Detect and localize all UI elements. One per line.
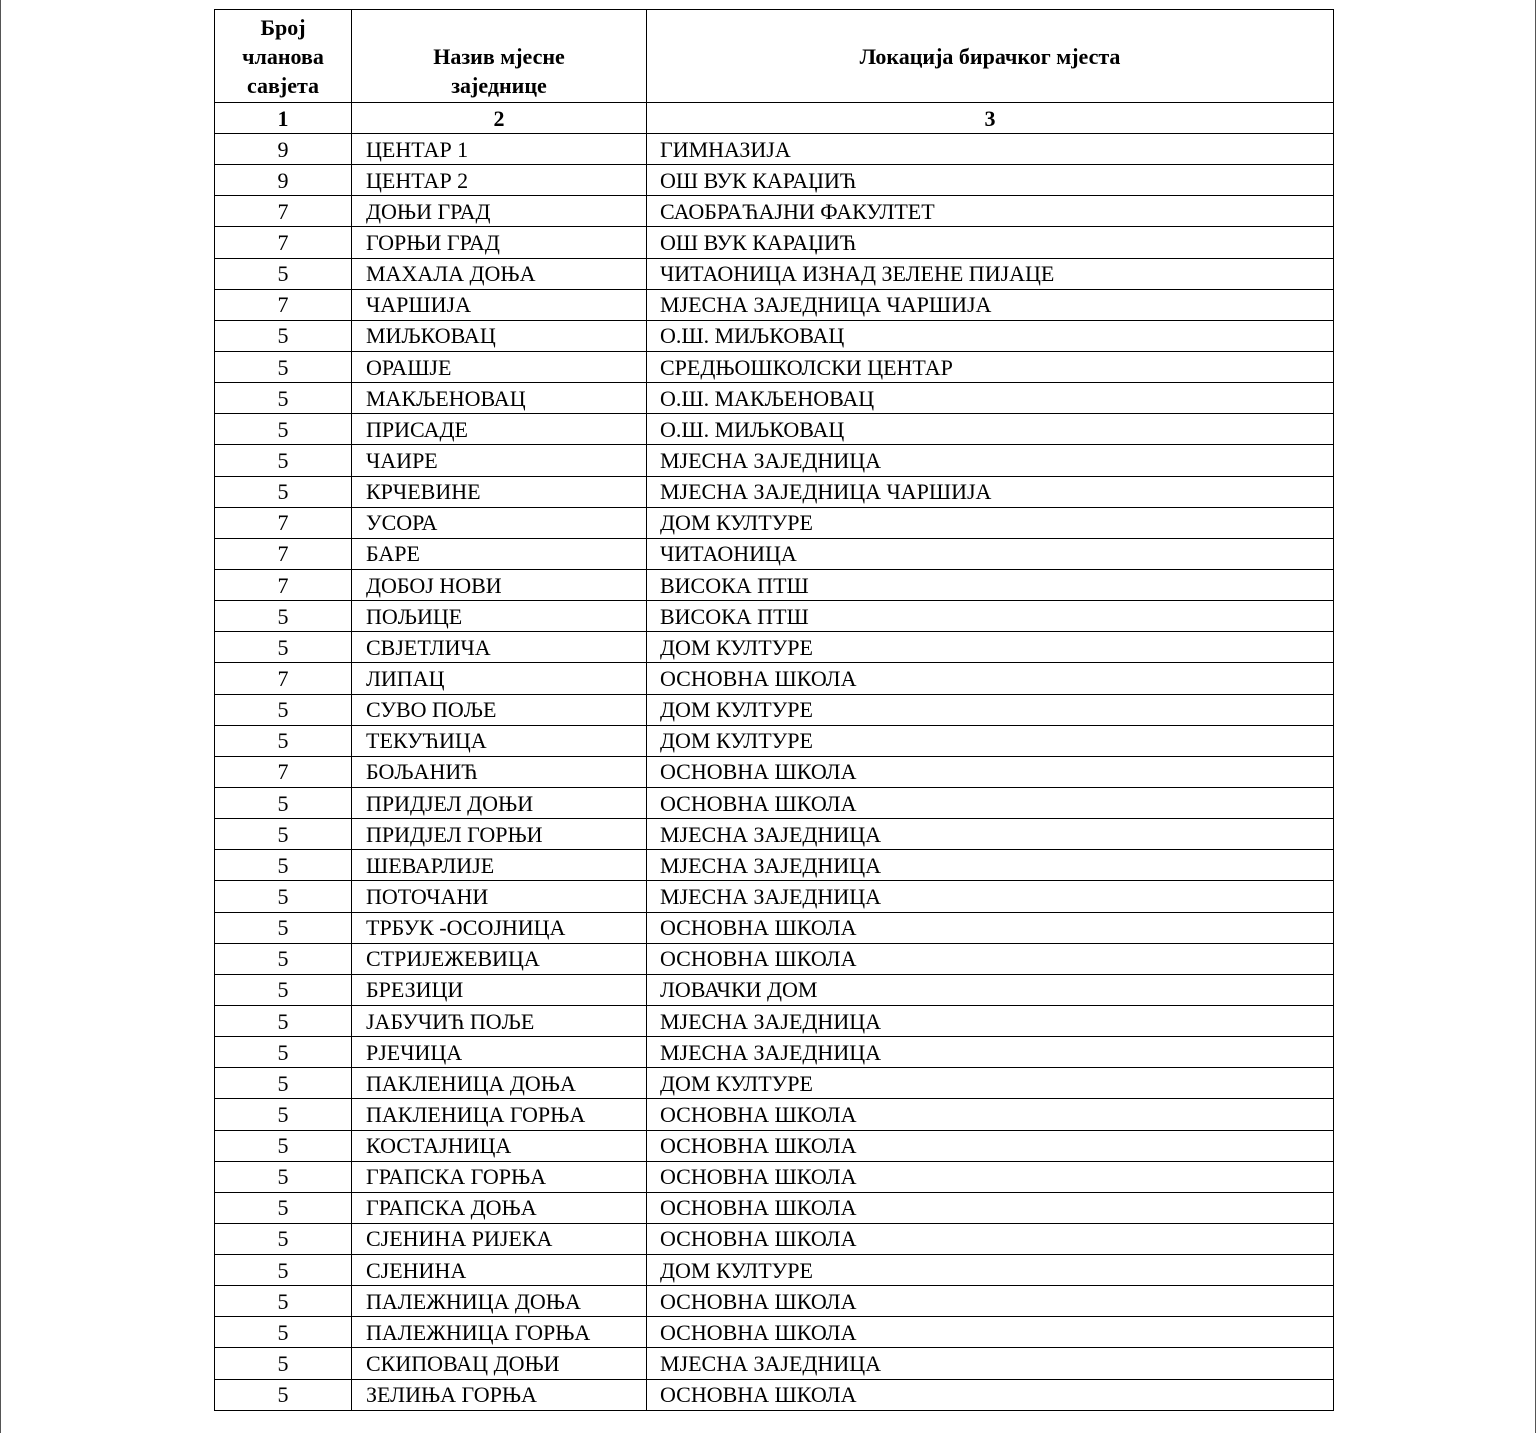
location-cell: ОСНОВНА ШКОЛА [647, 1192, 1334, 1223]
community-cell: ЧАИРЕ [352, 445, 647, 476]
members-cell: 7 [215, 663, 352, 694]
table-row [215, 1037, 1334, 1068]
members-cell: 5 [215, 1379, 352, 1410]
table-row [215, 1130, 1334, 1161]
community-cell: ГРАПСКА ГОРЊА [352, 1161, 647, 1192]
location-cell: ОСНОВНА ШКОЛА [647, 1161, 1334, 1192]
members-cell: 7 [215, 227, 352, 258]
community-cell: ПОЉИЦЕ [352, 601, 647, 632]
location-cell: ДОМ КУЛТУРЕ [647, 694, 1334, 725]
location-cell: О.Ш. МИЉКОВАЦ [647, 414, 1334, 445]
table-row [215, 1161, 1334, 1192]
members-cell: 5 [215, 725, 352, 756]
community-cell: СВЈЕТЛИЧА [352, 632, 647, 663]
members-cell: 5 [215, 1161, 352, 1192]
table-row [215, 289, 1334, 320]
location-cell: ВИСОКА ПТШ [647, 601, 1334, 632]
header-location [647, 10, 1334, 103]
location-cell: ДОМ КУЛТУРЕ [647, 1255, 1334, 1286]
members-cell: 5 [215, 1192, 352, 1223]
table-row [215, 1286, 1334, 1317]
community-cell: ПРИСАДЕ [352, 414, 647, 445]
location-cell: ЧИТАОНИЦА [647, 538, 1334, 569]
column-number: 2 [352, 103, 647, 134]
members-cell: 5 [215, 787, 352, 818]
header-community-line: Назив мјесне [433, 43, 565, 69]
location-cell: ВИСОКА ПТШ [647, 569, 1334, 600]
community-cell: СТРИЈЕЖЕВИЦА [352, 943, 647, 974]
table-row [215, 694, 1334, 725]
location-cell: ОСНОВНА ШКОЛА [647, 1099, 1334, 1130]
members-cell: 5 [215, 1286, 352, 1317]
members-cell: 5 [215, 258, 352, 289]
community-cell: ПАКЛЕНИЦА ГОРЊА [352, 1099, 647, 1130]
table-row [215, 725, 1334, 756]
header-community [352, 10, 647, 103]
members-cell: 5 [215, 1068, 352, 1099]
community-cell: БАРЕ [352, 538, 647, 569]
table-row [215, 383, 1334, 414]
members-cell: 5 [215, 850, 352, 881]
header-members-line: Број [260, 14, 306, 40]
header-members-line: чланова [242, 43, 324, 69]
location-cell: О.Ш. МАКЉЕНОВАЦ [647, 383, 1334, 414]
community-cell: УСОРА [352, 507, 647, 538]
community-cell: СУВО ПОЉЕ [352, 694, 647, 725]
community-cell: МАХАЛА ДОЊА [352, 258, 647, 289]
members-cell: 7 [215, 507, 352, 538]
table-row [215, 601, 1334, 632]
column-number-row [215, 103, 1334, 134]
location-cell: ОСНОВНА ШКОЛА [647, 1286, 1334, 1317]
community-cell: ЦЕНТАР 1 [352, 134, 647, 165]
table-row [215, 1005, 1334, 1036]
table-row [215, 1317, 1334, 1348]
members-cell: 5 [215, 1005, 352, 1036]
members-cell: 5 [215, 1099, 352, 1130]
members-cell: 9 [215, 165, 352, 196]
community-cell: ЈАБУЧИЋ ПОЉЕ [352, 1005, 647, 1036]
location-cell: МЈЕСНА ЗАЈЕДНИЦА ЧАРШИЈА [647, 476, 1334, 507]
table-row [215, 414, 1334, 445]
table-row [215, 912, 1334, 943]
header-row [215, 10, 1334, 103]
members-cell: 7 [215, 756, 352, 787]
location-cell: ЛОВАЧКИ ДОМ [647, 974, 1334, 1005]
location-cell: ДОМ КУЛТУРЕ [647, 1068, 1334, 1099]
location-cell: МЈЕСНА ЗАЈЕДНИЦА [647, 881, 1334, 912]
members-cell: 5 [215, 1255, 352, 1286]
column-number: 3 [647, 103, 1334, 134]
community-cell: БРЕЗИЦИ [352, 974, 647, 1005]
table-row [215, 632, 1334, 663]
page-edge-left [0, 0, 1, 1433]
table-row [215, 819, 1334, 850]
community-cell: ЧАРШИЈА [352, 289, 647, 320]
community-cell: ПРИДЈЕЛ ДОЊИ [352, 787, 647, 818]
table-row [215, 196, 1334, 227]
table-header [215, 10, 1334, 103]
location-cell: ЧИТАОНИЦА ИЗНАД ЗЕЛЕНЕ ПИЈАЦЕ [647, 258, 1334, 289]
table-row [215, 569, 1334, 600]
members-cell: 5 [215, 1348, 352, 1379]
members-cell: 5 [215, 632, 352, 663]
community-cell: СЈЕНИНА РИЈЕКА [352, 1223, 647, 1254]
location-cell: ОСНОВНА ШКОЛА [647, 787, 1334, 818]
community-cell: ШЕВАРЛИЈЕ [352, 850, 647, 881]
community-cell: СЈЕНИНА [352, 1255, 647, 1286]
community-cell: ПРИДЈЕЛ ГОРЊИ [352, 819, 647, 850]
community-cell: ПАЛЕЖНИЦА ГОРЊА [352, 1317, 647, 1348]
members-cell: 7 [215, 196, 352, 227]
location-cell: ОШ ВУК КАРАЏИЋ [647, 165, 1334, 196]
community-cell: ОРАШЈЕ [352, 351, 647, 382]
members-cell: 5 [215, 414, 352, 445]
community-cell: ГРАПСКА ДОЊА [352, 1192, 647, 1223]
location-cell: ОСНОВНА ШКОЛА [647, 1317, 1334, 1348]
community-cell: ГОРЊИ ГРАД [352, 227, 647, 258]
table-row [215, 663, 1334, 694]
location-cell: ОСНОВНА ШКОЛА [647, 1379, 1334, 1410]
location-cell: СРЕДЊОШКОЛСКИ ЦЕНТАР [647, 351, 1334, 382]
table-row [215, 787, 1334, 818]
community-cell: РЈЕЧИЦА [352, 1037, 647, 1068]
table-row [215, 320, 1334, 351]
community-cell: МИЉКОВАЦ [352, 320, 647, 351]
location-cell: ОСНОВНА ШКОЛА [647, 1223, 1334, 1254]
members-cell: 5 [215, 694, 352, 725]
community-cell: ЛИПАЦ [352, 663, 647, 694]
location-cell: МЈЕСНА ЗАЈЕДНИЦА [647, 445, 1334, 476]
members-cell: 9 [215, 134, 352, 165]
table-row [215, 227, 1334, 258]
table-row [215, 507, 1334, 538]
table-row [215, 1379, 1334, 1410]
location-cell: О.Ш. МИЉКОВАЦ [647, 320, 1334, 351]
community-cell: ПОТОЧАНИ [352, 881, 647, 912]
location-cell: ГИМНАЗИЈА [647, 134, 1334, 165]
location-cell: ОСНОВНА ШКОЛА [647, 1130, 1334, 1161]
community-cell: ЦЕНТАР 2 [352, 165, 647, 196]
community-cell: ТЕКУЋИЦА [352, 725, 647, 756]
location-cell: ОСНОВНА ШКОЛА [647, 756, 1334, 787]
location-cell: ОСНОВНА ШКОЛА [647, 943, 1334, 974]
header-community-line: заједнице [451, 72, 547, 98]
table-row [215, 1099, 1334, 1130]
table-row [215, 476, 1334, 507]
members-cell: 5 [215, 1317, 352, 1348]
location-cell: МЈЕСНА ЗАЈЕДНИЦА [647, 819, 1334, 850]
table-row [215, 1223, 1334, 1254]
location-cell: ДОМ КУЛТУРЕ [647, 507, 1334, 538]
community-cell: КОСТАЈНИЦА [352, 1130, 647, 1161]
members-cell: 7 [215, 289, 352, 320]
members-cell: 5 [215, 881, 352, 912]
members-cell: 5 [215, 819, 352, 850]
members-cell: 5 [215, 1037, 352, 1068]
column-number: 1 [215, 103, 352, 134]
community-cell: КРЧЕВИНЕ [352, 476, 647, 507]
location-cell: ОШ ВУК КАРАЏИЋ [647, 227, 1334, 258]
location-cell: МЈЕСНА ЗАЈЕДНИЦА [647, 1037, 1334, 1068]
members-cell: 5 [215, 351, 352, 382]
members-cell: 5 [215, 476, 352, 507]
header-members-line: савјета [246, 72, 320, 98]
members-cell: 5 [215, 1130, 352, 1161]
location-cell: МЈЕСНА ЗАЈЕДНИЦА [647, 850, 1334, 881]
members-cell: 5 [215, 383, 352, 414]
table-row [215, 165, 1334, 196]
table-row [215, 974, 1334, 1005]
location-cell: ДОМ КУЛТУРЕ [647, 725, 1334, 756]
community-cell: ТРБУК -ОСОЈНИЦА [352, 912, 647, 943]
location-cell: ОСНОВНА ШКОЛА [647, 663, 1334, 694]
members-cell: 5 [215, 445, 352, 476]
members-cell: 5 [215, 601, 352, 632]
table-row [215, 1255, 1334, 1286]
community-cell: ПАКЛЕНИЦА ДОЊА [352, 1068, 647, 1099]
table-row [215, 1068, 1334, 1099]
table-row [215, 850, 1334, 881]
members-cell: 7 [215, 538, 352, 569]
location-cell: МЈЕСНА ЗАЈЕДНИЦА [647, 1005, 1334, 1036]
location-cell: САОБРАЋАЈНИ ФАКУЛТЕТ [647, 196, 1334, 227]
community-cell: ДОБОЈ НОВИ [352, 569, 647, 600]
table-row [215, 943, 1334, 974]
table-row [215, 881, 1334, 912]
table-row [215, 1348, 1334, 1379]
community-cell: ЗЕЛИЊА ГОРЊА [352, 1379, 647, 1410]
header-members [215, 10, 352, 103]
location-cell: ОСНОВНА ШКОЛА [647, 912, 1334, 943]
members-cell: 5 [215, 320, 352, 351]
table-body [215, 103, 1334, 1411]
table-row [215, 1192, 1334, 1223]
community-cell: БОЉАНИЋ [352, 756, 647, 787]
members-cell: 5 [215, 943, 352, 974]
members-cell: 5 [215, 1223, 352, 1254]
members-cell: 5 [215, 974, 352, 1005]
members-cell: 7 [215, 569, 352, 600]
members-cell: 5 [215, 912, 352, 943]
table-row [215, 445, 1334, 476]
council-table [214, 9, 1334, 1411]
community-cell: МАКЉЕНОВАЦ [352, 383, 647, 414]
table-row [215, 351, 1334, 382]
community-cell: СКИПОВАЦ ДОЊИ [352, 1348, 647, 1379]
location-cell: МЈЕСНА ЗАЈЕДНИЦА ЧАРШИЈА [647, 289, 1334, 320]
location-cell: ДОМ КУЛТУРЕ [647, 632, 1334, 663]
header-location-line: Локација бирачког мјеста [859, 43, 1121, 69]
table-row [215, 756, 1334, 787]
table-row [215, 134, 1334, 165]
location-cell: МЈЕСНА ЗАЈЕДНИЦА [647, 1348, 1334, 1379]
table-row [215, 258, 1334, 289]
community-cell: ПАЛЕЖНИЦА ДОЊА [352, 1286, 647, 1317]
table-row [215, 538, 1334, 569]
community-cell: ДОЊИ ГРАД [352, 196, 647, 227]
